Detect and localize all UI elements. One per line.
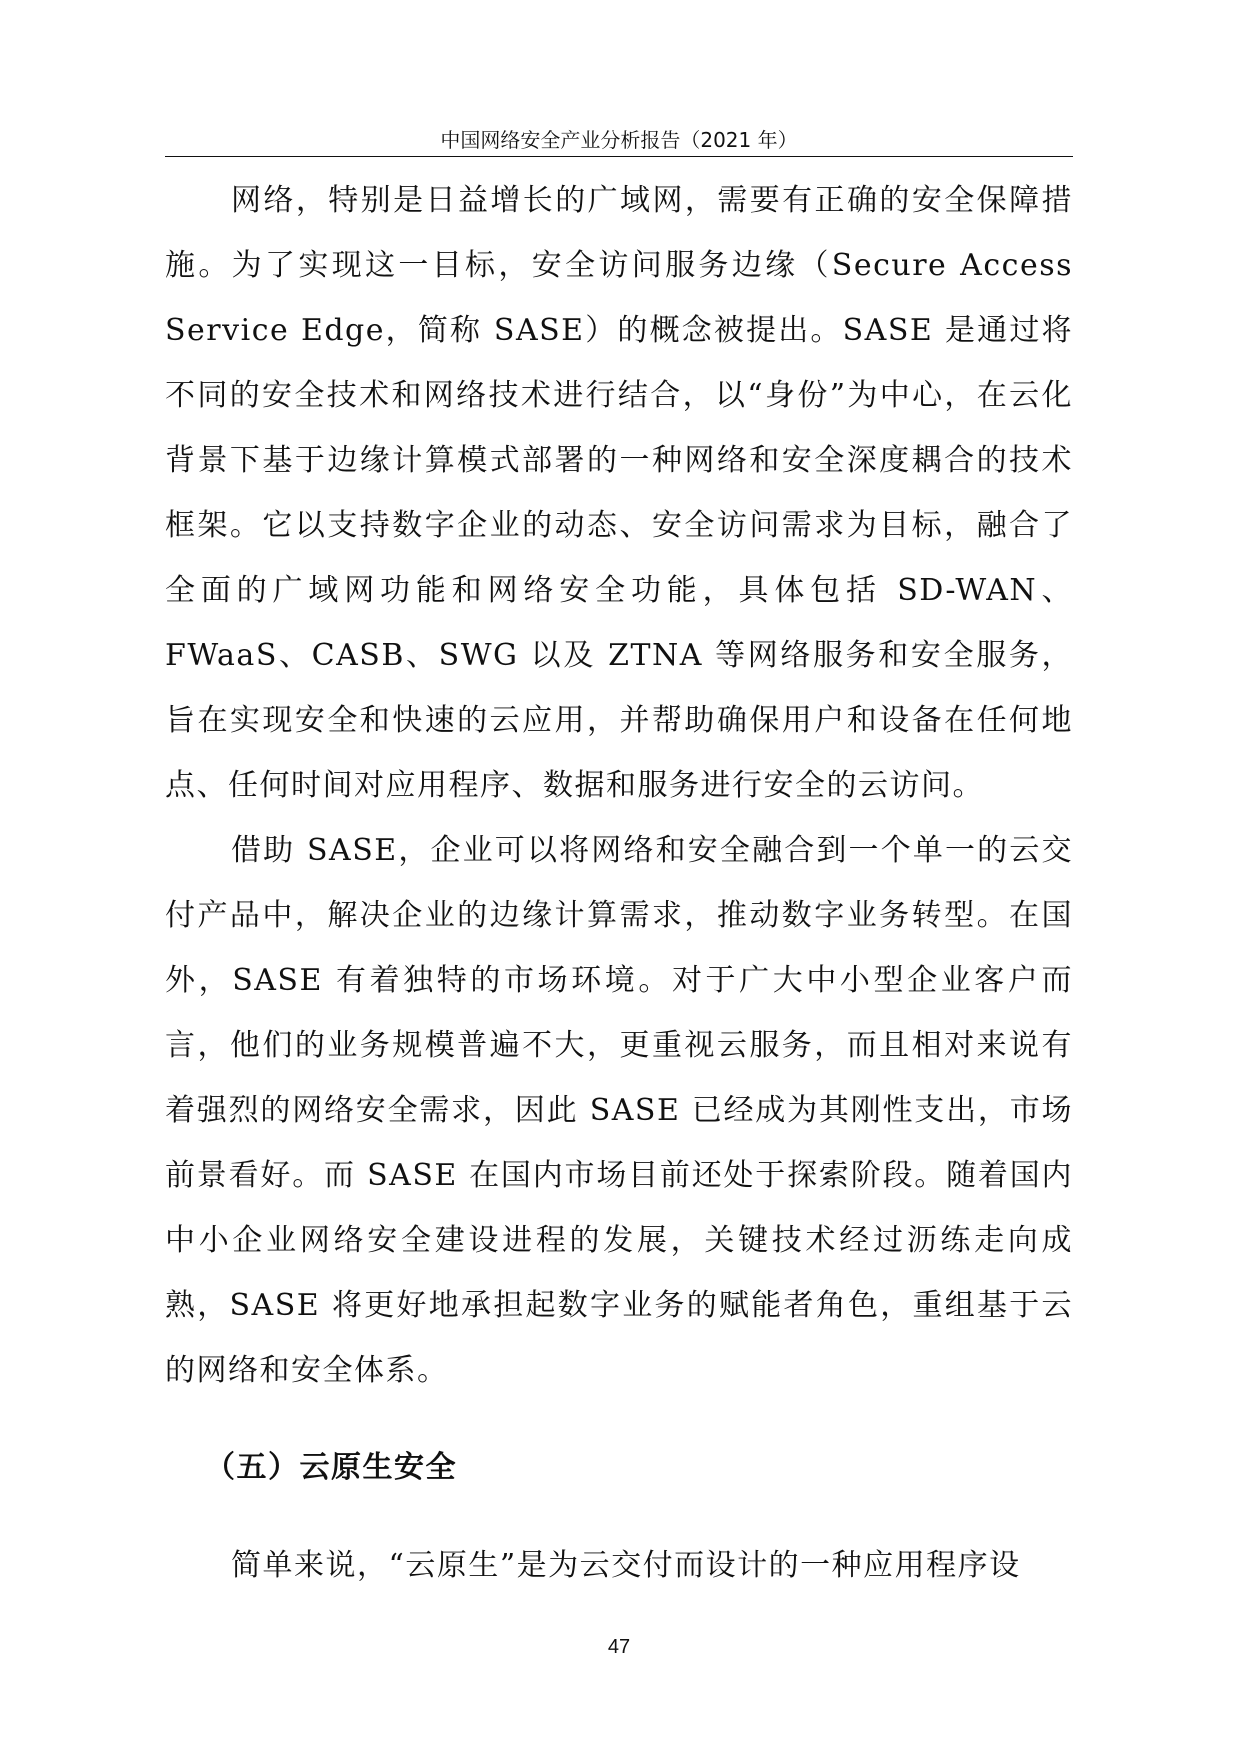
body-paragraph: 网络，特别是日益增长的广域网，需要有正确的安全保障措施。为了实现这一目标，安全访问服务边缘（Secure Access Service Edge，简称 SASE）的概念被提出。SASE 是通过将不同的安全技术和网络技术进行结合，以“身份”为中心，在云化背景下基于边缘计算模式部署的一种网络和安全深度耦合的技术框架。它以支持数字企业的动态、安全访问需求为目标，融合了全面的广域网功能和网络安全功能，具体包括 SD-WAN、FWaaS、CASB、SWG 以及 ZTNA 等网络服务和安全服务，旨在实现安全和快速的云应用，并帮助确保用户和设备在任何地点、任何时间对应用程序、数据和服务进行安全的云访问。	[165, 183, 1073, 803]
page-header-title: 中国网络安全产业分析报告（2021 年）	[440, 128, 798, 152]
body-paragraph: 简单来说，“云原生”是为云交付而设计的一种应用程序设	[231, 1548, 1021, 1583]
body-paragraph: 借助 SASE，企业可以将网络和安全融合到一个单一的云交付产品中，解决企业的边缘计算需求，推动数字业务转型。在国外，SASE 有着独特的市场环境。对于广大中小型企业客户而言，他们的业务规模普遍不大，更重视云服务，而且相对来说有着强烈的网络安全需求，因此 SASE 已经成为其刚性支出，市场前景看好。而 SASE 在国内市场目前还处于探索阶段。随着国内中小企业网络安全建设进程的发展，关键技术经过沥练走向成熟，SASE 将更好地承担起数字业务的赋能者角色，重组基于云的网络和安全体系。	[165, 833, 1073, 1388]
section-heading: （五）云原生安全	[205, 1450, 457, 1485]
page-number: 47	[607, 1636, 631, 1658]
page-body	[165, 168, 1073, 1598]
header-divider	[165, 156, 1073, 157]
